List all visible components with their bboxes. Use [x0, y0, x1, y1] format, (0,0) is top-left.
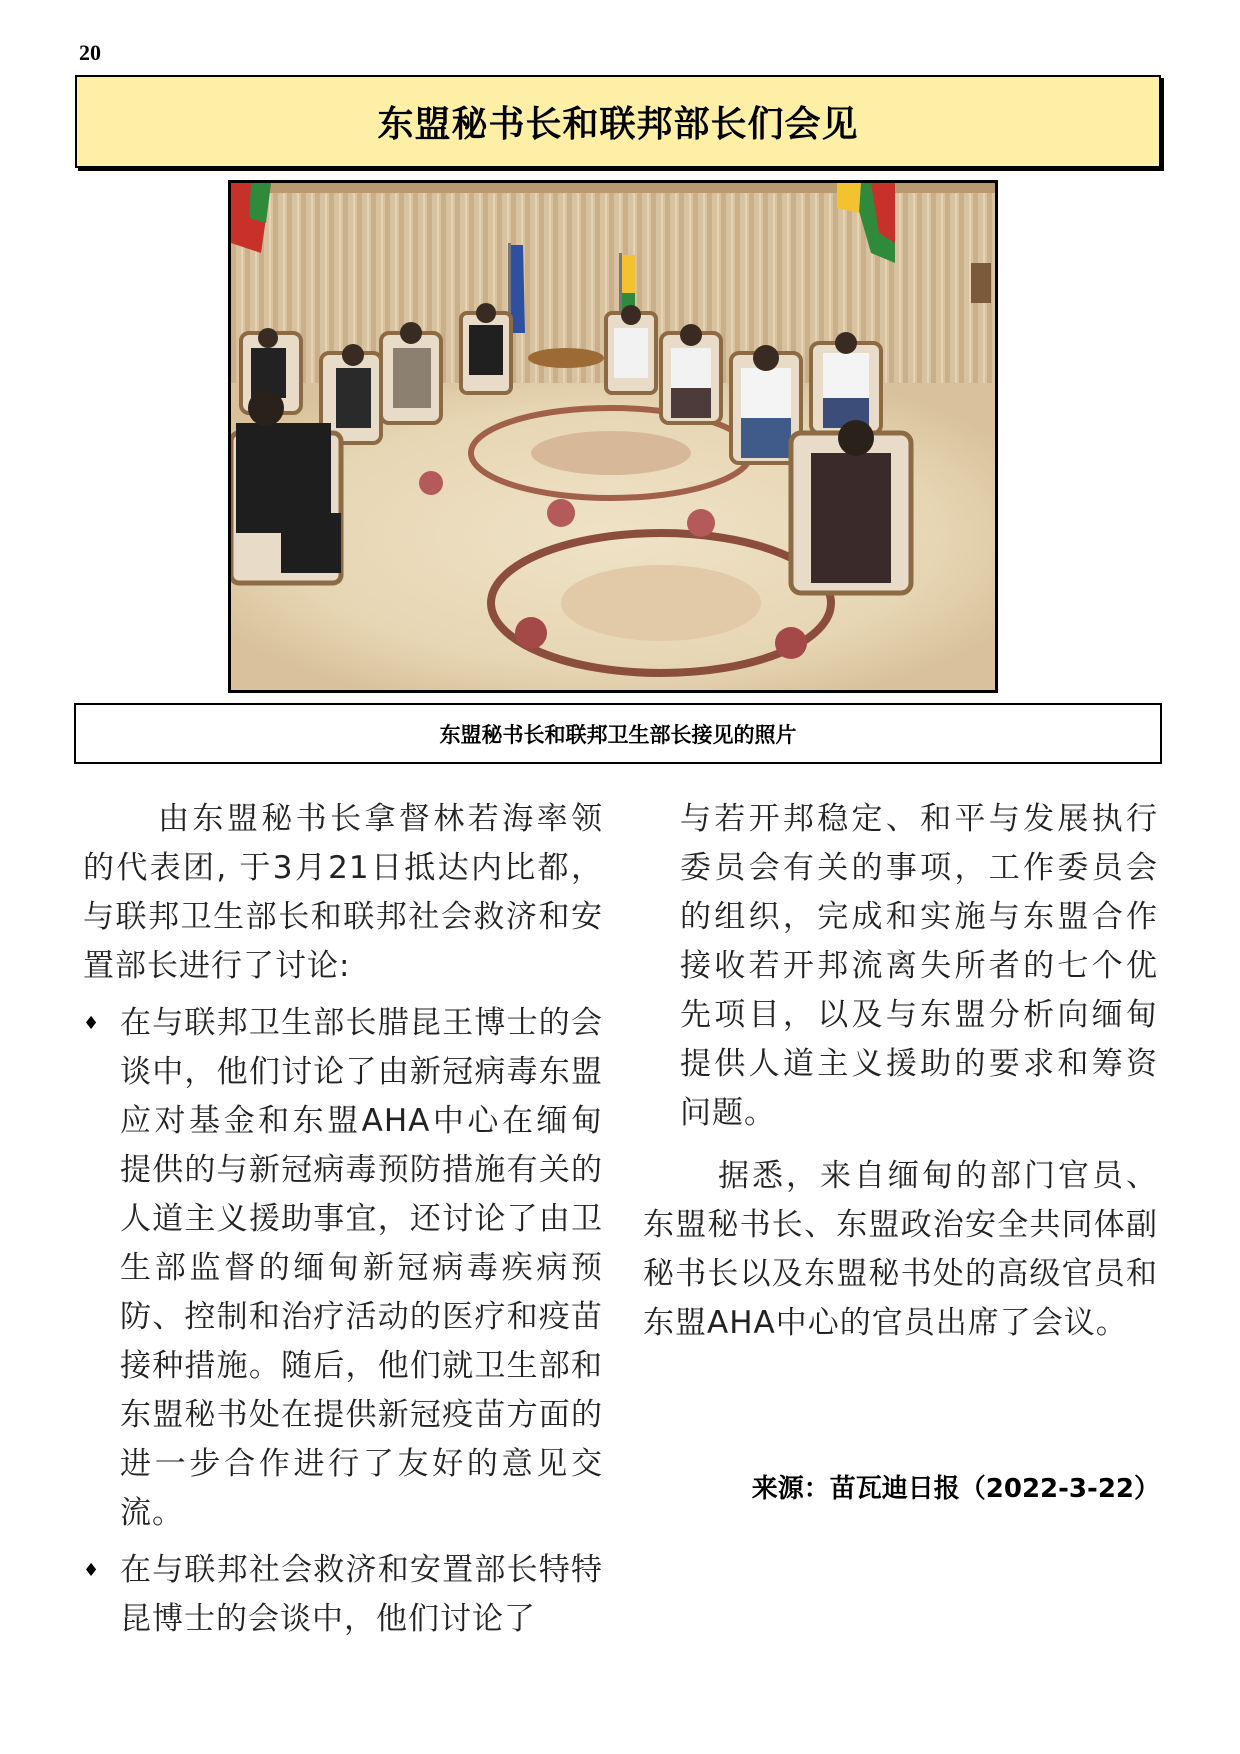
meeting-photo	[228, 180, 998, 693]
photo-caption: 东盟秘书长和联邦卫生部长接见的照片	[439, 722, 797, 747]
photo-caption-box	[74, 703, 1162, 764]
bullet-text: 在与联邦卫生部长腊昆王博士的会谈中，他们讨论了由新冠病毒东盟应对基金和东盟AHA中心在缅甸提供的与新冠病毒预防措施有关的人道主义援助事宜，还讨论了由卫生部监督的缅甸新冠病毒疾病预防、控制和治疗活动的医疗和疫苗接种措施。随后，他们就卫生部和东盟秘书处在提供新冠疫苗方面的进一步合作进行了友好的意见交流。	[120, 1005, 603, 1531]
diamond-bullet-icon: ♦	[83, 1013, 101, 1034]
page-number: 20	[79, 40, 101, 65]
left-column	[83, 795, 603, 1644]
source-citation: 来源：苗瓦迪日报（2022-3-22）	[751, 1474, 1160, 1504]
intro-paragraph: 由东盟秘书长拿督林若海率领的代表团, 于3月21日抵达内比都，与联邦卫生部长和联邦社会救济和安置部长进行了讨论:	[83, 801, 603, 984]
bullet-text: 在与联邦社会救济和安置部长特特昆博士的会谈中，他们讨论了	[120, 1552, 603, 1637]
right-column	[643, 795, 1158, 1348]
list-item	[83, 1546, 603, 1644]
page-title: 东盟秘书长和联邦部长们会见	[377, 104, 859, 145]
bullet-continuation: 与若开邦稳定、和平与发展执行委员会有关的事项，工作委员会的组织，完成和实施与东盟合作接收若开邦流离失所者的七个优先项目，以及与东盟分析向缅甸提供人道主义援助的要求和筹资问题。	[680, 801, 1158, 1131]
list-item	[83, 999, 603, 1538]
diamond-bullet-icon: ♦	[83, 1560, 101, 1581]
meeting-photo-icon	[231, 183, 995, 690]
title-banner	[75, 75, 1161, 168]
closing-paragraph: 据悉，来自缅甸的部门官员、东盟秘书长、东盟政治安全共同体副秘书长以及东盟秘书处的高级官员和东盟AHA中心的官员出席了会议。	[643, 1158, 1158, 1341]
